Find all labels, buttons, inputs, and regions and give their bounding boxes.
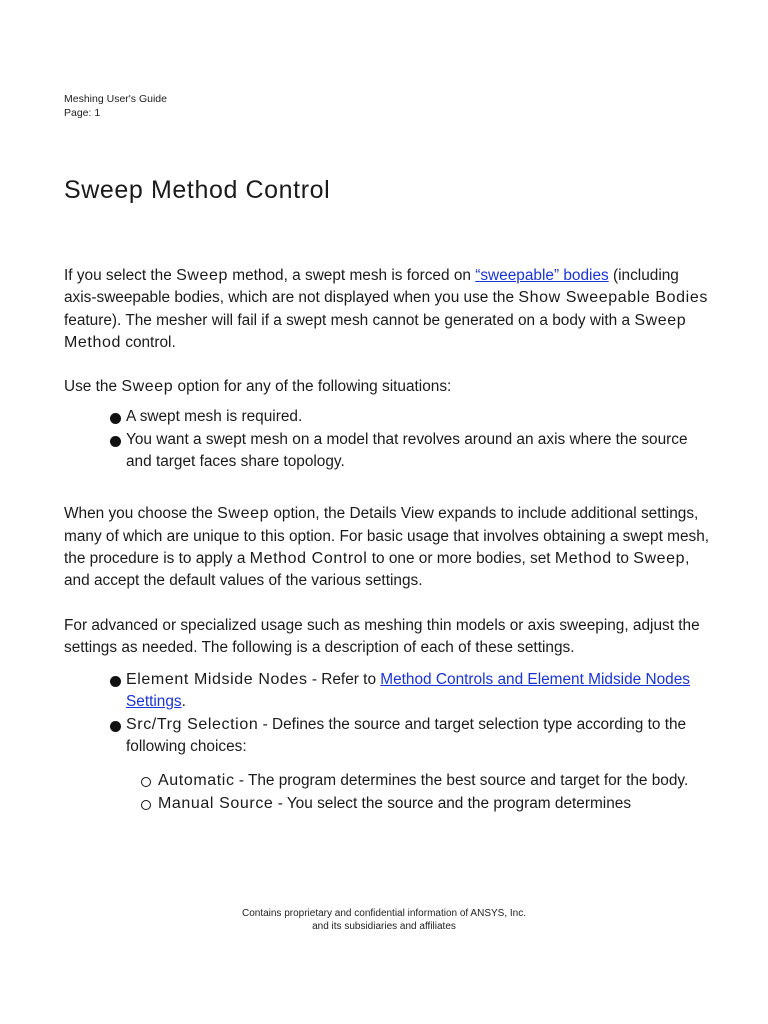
term-src-trg-selection: Src/Trg Selection — [126, 715, 259, 733]
term-show-sweepable-bodies: Show Sweepable Bodies — [518, 289, 708, 307]
term-sweep: Sweep — [176, 267, 228, 284]
bullet-icon — [110, 436, 121, 447]
details-paragraph: When you choose the Sweep option, the Details View expands to include additional settings, many of which are unique to this option. For basic usage that involves obtaining a swept mesh, the procedure is to apply a Method Control to one or more bodies, set Method to Sweep, and accept the default values of the various settings. — [64, 505, 710, 590]
choices-list — [64, 770, 714, 815]
settings-list — [64, 669, 714, 758]
footer-line: Contains proprietary and confidential information of ANSYS, Inc. — [241, 908, 527, 919]
bullet-icon — [110, 721, 121, 732]
term-element-midside-nodes: Element Midside Nodes — [126, 671, 308, 689]
document-body — [64, 265, 714, 815]
list-item-element-midside-nodes: Element Midside Nodes - Refer to Method Controls and Element Midside Nodes Settings. — [64, 669, 714, 714]
bullet-icon — [110, 413, 121, 424]
page-number: Page: 1 — [64, 107, 101, 119]
term-automatic: Automatic — [158, 772, 235, 790]
term-manual-source: Manual Source — [158, 794, 274, 812]
situations-list — [64, 406, 714, 473]
list-item-automatic: Automatic - The program determines the best source and target for the body. — [64, 770, 714, 792]
intro-paragraph: If you select the Sweep method, a swept mesh is forced on “sweepable” bodies (including axis-sweepable bodies, which are not displayed when you use the Show Sweepable Bodies feature). The mesher will fail if a swept mesh cannot be generated on a body with a Sweep Method control. — [64, 267, 708, 351]
term-method-control: Method Control — [249, 549, 368, 567]
bullet-icon — [110, 676, 121, 687]
sweepable-bodies-link[interactable]: “sweepable” bodies — [475, 267, 609, 284]
circle-bullet-icon — [141, 777, 151, 787]
term-method: Method — [554, 549, 612, 567]
term-sweep: Sweep — [121, 378, 174, 396]
term-sweep: Sweep — [633, 549, 686, 567]
usage-paragraph: Use the Sweep option for any of the following situations: — [64, 378, 452, 396]
list-item: You want a swept mesh on a model that revolves around an axis where the source and target faces share topology. — [64, 429, 714, 474]
term-sweep-method: Sweep Method — [64, 311, 687, 351]
advanced-paragraph: For advanced or specialized usage such as meshing thin models or axis sweeping, adjust the settings as needed. The following is a description of each of these settings. — [64, 616, 700, 656]
list-item: A swept mesh is required. — [64, 406, 714, 428]
section-title: Sweep Method Control — [64, 176, 331, 204]
footer — [0, 907, 768, 933]
doc-title-header: Meshing User's Guide — [64, 93, 167, 105]
term-sweep: Sweep — [217, 505, 270, 523]
list-item-src-trg-selection: Src/Trg Selection - Defines the source and target selection type according to the following choices: — [64, 714, 714, 759]
footer-line: and its subsidiaries and affiliates — [312, 921, 456, 932]
list-item-manual-source: Manual Source - You select the source and the program determines — [64, 793, 714, 815]
circle-bullet-icon — [141, 800, 151, 810]
method-controls-link[interactable]: Method Controls and Element Midside Nodes Settings — [126, 671, 690, 711]
